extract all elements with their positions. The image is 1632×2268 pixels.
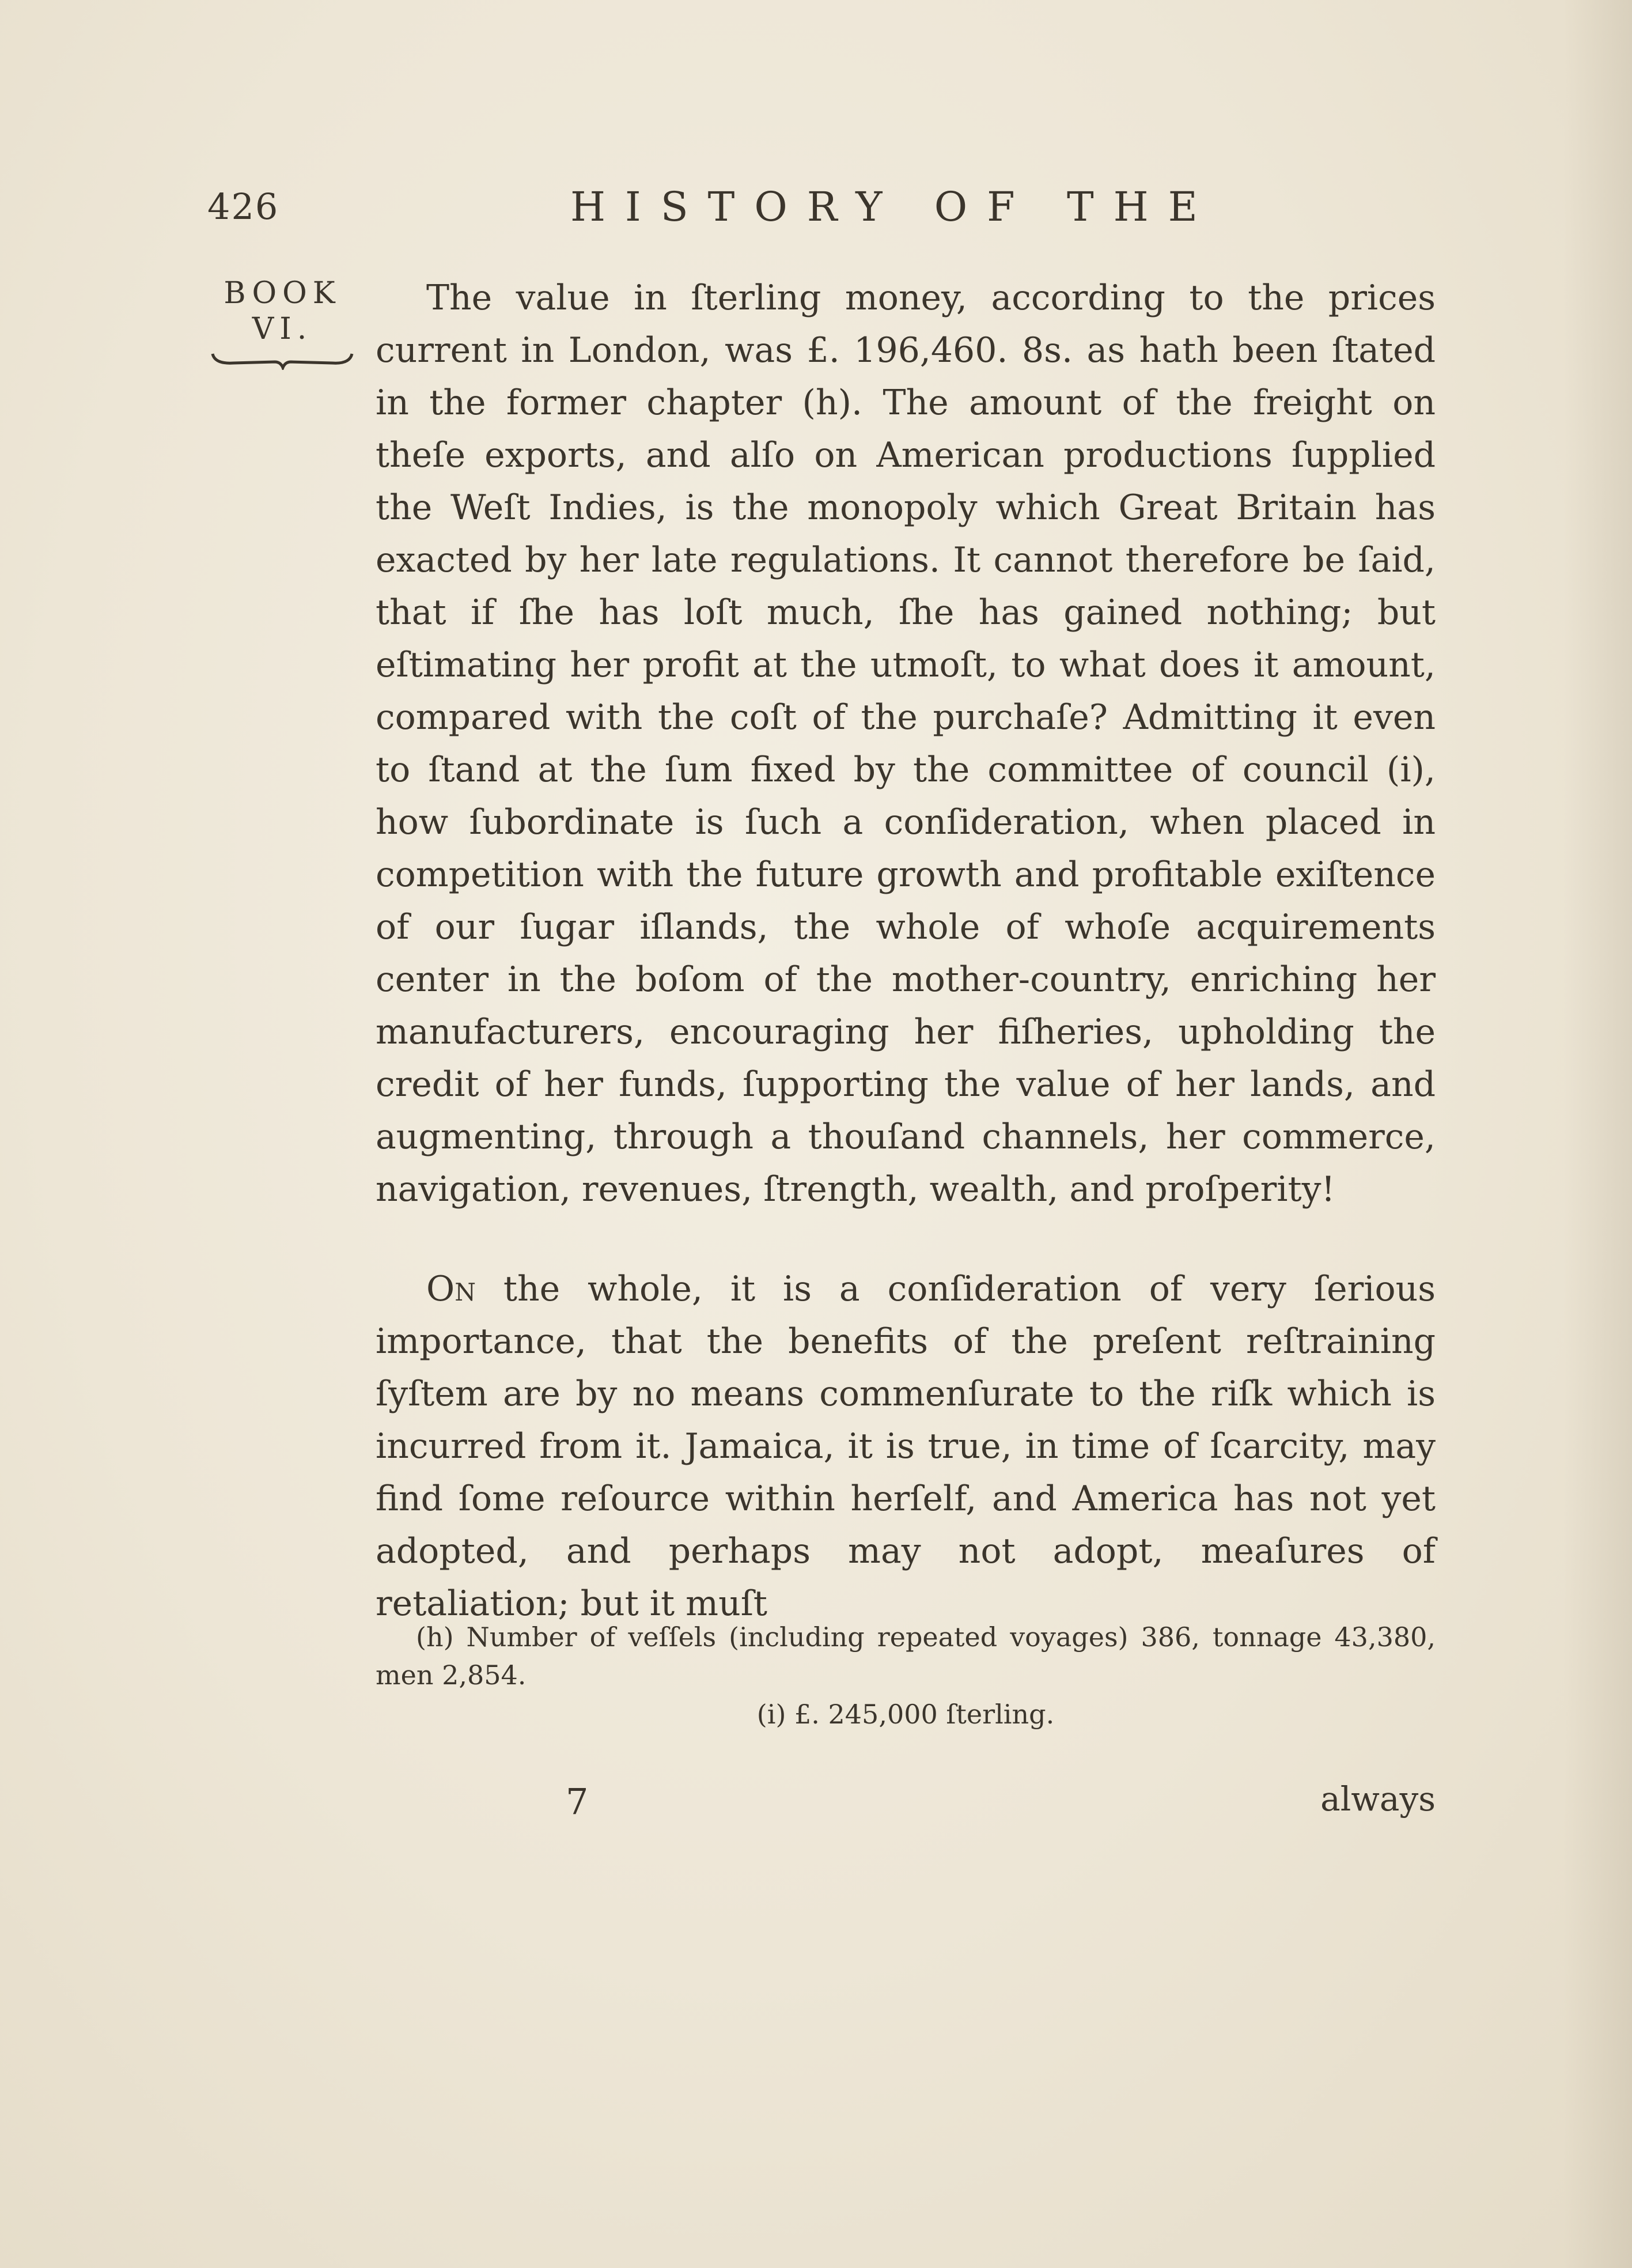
- book-label: BOOK: [224, 276, 341, 311]
- catchword: always: [1320, 1779, 1436, 1819]
- paragraph-1: The value in ſterling money, according to the prices current in London, was £. 196,460. 8s. as hath been ſtated in the former chapter (h). The amount of the freight on theſe exports, and alſo on American productions ſupplied the Weſt Indies, is the monopoly which Great Britain has exacted by her late regulations. It cannot therefore be ſaid, that if ſhe has loſt much, ſhe has gained nothing; but eſtimating her profit at the utmoſt, to what does it amount, compared with the coſt of the purchaſe? Admitting it even to ſtand at the ſum fixed by the committee of council (i), how ſubordinate is ſuch a conſideration, when placed in competition with the future growth and profitable exiſtence of our ſugar iſlands, the whole of whoſe acquirements center in the boſom of the mother-country, enriching her manufacturers, encouraging her fiſheries, upholding the credit of her funds, ſupporting the value of her lands, and augmenting, through a thouſand channels, her commerce, navigation, revenues, ſtrength, wealth, and proſperity!: [376, 278, 1436, 1209]
- gutter-shadow: [1563, 0, 1632, 2268]
- paragraph-2-text: the whole, it is a conſideration of very ſerious importance, that the benefits of the preſent reſtraining ſyſtem are by no means commenſurate to the riſk which is incurred from it. Jamaica, it is true, in time of ſcarcity, may find ſome reſource within herſelf, and America has not yet adopted, and perhaps may not adopt, meaſures of retaliation; but it muſt: [376, 1269, 1436, 1624]
- paragraph-2-lead: On: [426, 1269, 476, 1309]
- footnotes: [376, 1618, 1436, 1733]
- running-title: HISTORY OF THE: [570, 183, 1217, 230]
- footnote-i: (i) £. 245,000 ſterling.: [756, 1699, 1055, 1730]
- main-text: [376, 272, 1436, 1630]
- signature-mark: 7: [566, 1781, 589, 1823]
- brace-ornament-icon: [210, 350, 354, 370]
- margin-book-note: [205, 275, 360, 370]
- page-number: 426: [207, 186, 279, 228]
- book-number: VI.: [252, 312, 313, 346]
- paragraph-2: [376, 1263, 1436, 1630]
- footnote-h: (h) Number of veſſels (including repeated voyages) 386, tonnage 43,380, men 2,854.: [376, 1621, 1436, 1691]
